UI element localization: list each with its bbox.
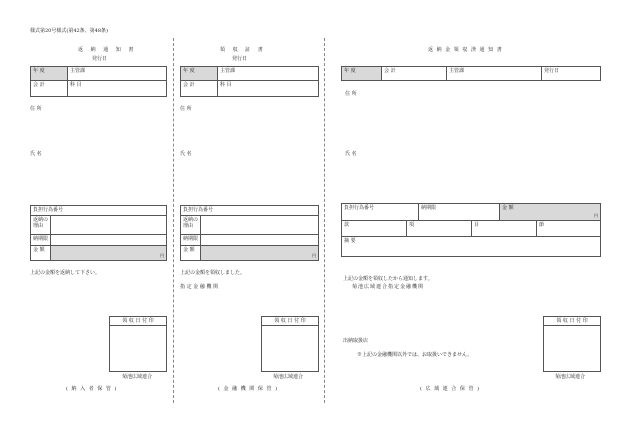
right-moku: 目 <box>471 220 537 237</box>
right-shukan: 主管課 <box>446 66 542 81</box>
right-jusho: 住 所 <box>345 91 357 97</box>
middle-kaikei: 会 計 <box>180 80 218 97</box>
left-kingaku: 金 額 <box>30 245 51 261</box>
middle-stamp-title: 領 収 日 付 印 <box>261 316 319 326</box>
middle-keep: ( 金 融 機 関 保 管 ) <box>218 386 279 392</box>
left-kingaku-value: 円 <box>50 245 167 261</box>
right-kingaku: 金 額 円 <box>499 203 601 221</box>
right-kou: 項 <box>406 220 472 237</box>
left-shimei: 氏 名 <box>30 151 42 157</box>
left-jusho: 住 所 <box>30 106 42 112</box>
middle-issue-date: 発行日 <box>232 56 248 62</box>
left-henno-riyu-value <box>50 215 167 235</box>
left-futan-no: 負担行為番号 <box>30 205 167 216</box>
left-shukan: 主管課 <box>67 66 167 81</box>
middle-henno-riyu: 返納の 理由 <box>180 215 201 235</box>
form-header: 様式第20号様式(第42条、第48条) <box>30 28 108 34</box>
left-nendo: 年 度 <box>30 66 68 81</box>
right-note: 上記の金額を領収したから通知します。 <box>343 276 433 282</box>
right-kaikei: 会 計 <box>381 66 447 81</box>
right-union: 菊池広域連合 <box>555 374 586 380</box>
left-nofu-kigen: 納期限 <box>30 234 51 246</box>
left-title: 返 納 通 知 書 <box>78 47 137 53</box>
middle-henno-riyu-value <box>200 215 319 235</box>
middle-kingaku-value: 円 <box>200 245 319 261</box>
right-issue: 発行日 <box>541 66 601 81</box>
right-title: 返 納 金 領 収 済 通 知 書 <box>428 47 503 53</box>
left-issue-date: 発行日 <box>92 56 108 62</box>
middle-jusho: 住 所 <box>180 106 192 112</box>
right-setsu: 節 <box>536 220 601 237</box>
left-henno-riyu: 返納の 理由 <box>30 215 51 235</box>
middle-shimei: 氏 名 <box>180 151 192 157</box>
right-tekiyo: 摘 要 <box>341 236 601 257</box>
middle-futan-no: 負担行為番号 <box>180 205 319 216</box>
left-note: 上記の金額を返納して下さい。 <box>30 270 101 276</box>
left-stamp-title: 領 収 日 付 印 <box>109 316 167 326</box>
middle-kingaku: 金 額 <box>180 245 201 261</box>
right-futan-no: 負担行為番号 <box>341 203 419 221</box>
right-keep: ( 広 域 連 合 保 管 ) <box>420 386 481 392</box>
middle-note: 上記の金額を領収しました。 <box>180 270 246 276</box>
right-shop: 出納取扱店 <box>343 338 369 344</box>
right-stamp-title: 領 収 日 付 印 <box>543 316 601 326</box>
left-union: 菊池広域連合 <box>122 374 153 380</box>
cut-line-2 <box>324 38 325 403</box>
middle-union: 菊池広域連合 <box>273 374 304 380</box>
middle-title: 領 収 証 書 <box>220 47 266 53</box>
cut-line-1 <box>173 38 174 403</box>
right-kan: 款 <box>341 220 407 237</box>
right-bank: 菊池広域連合指定金融機関 <box>352 284 425 290</box>
right-caution: ※上記の金融機関以外では、お取扱いできません。 <box>357 352 473 358</box>
left-kamoku: 科 目 <box>67 80 167 97</box>
right-nofu-kigen: 納期限 <box>418 203 500 221</box>
middle-kamoku: 科 目 <box>217 80 319 97</box>
middle-nofu-kigen: 納期限 <box>180 234 201 246</box>
left-kaikei: 会 計 <box>30 80 68 97</box>
right-nendo: 年 度 <box>341 66 382 81</box>
middle-bank: 指 定 金 融 機 関 <box>180 284 218 290</box>
middle-nendo: 年 度 <box>180 66 218 81</box>
left-keep: ( 納 入 者 保 管 ) <box>66 386 118 392</box>
right-shimei: 氏 名 <box>345 151 357 157</box>
middle-shukan: 主管課 <box>217 66 319 81</box>
